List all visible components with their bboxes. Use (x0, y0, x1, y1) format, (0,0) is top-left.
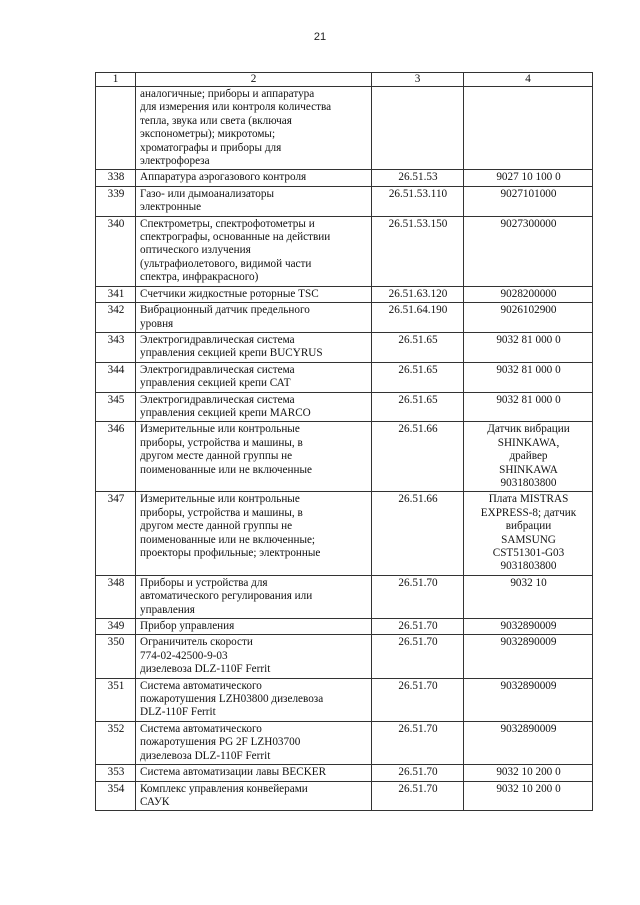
row-name-cell: Измерительные или контрольные приборы, устройства и машины, в другом месте данной группы не поименованные или не включенные (136, 422, 372, 492)
row-number-cell: 352 (96, 721, 136, 764)
table-row (96, 422, 593, 492)
row-tnved-code-cell: 9032 81 000 0 (464, 392, 593, 422)
row-okpd-code-cell: 26.51.53 (372, 170, 464, 186)
header-col-1: 1 (96, 73, 136, 87)
row-number-cell: 348 (96, 575, 136, 618)
row-tnved-code-cell: 9027101000 (464, 186, 593, 216)
row-number-cell: 350 (96, 635, 136, 678)
table-row (96, 765, 593, 781)
row-okpd-code-cell: 26.51.64.190 (372, 303, 464, 333)
row-tnved-code-cell: Датчик вибрации SHINKAWA, драйвер SHINKAWA 9031803800 (464, 422, 593, 492)
row-name-cell: аналогичные; приборы и аппаратура для измерения или контроля количества тепла, звука или света (включая экспонометры); микротомы; хроматографы и приборы для электрофореза (136, 87, 372, 170)
row-number-cell: 349 (96, 619, 136, 635)
row-tnved-code-cell: 9032890009 (464, 619, 593, 635)
row-tnved-code-cell: 9027 10 100 0 (464, 170, 593, 186)
row-name-cell: Система автоматического пожаротушения LZH03800 дизелевоза DLZ-110F Ferrit (136, 678, 372, 721)
row-tnved-code-cell: Плата MISTRAS EXPRESS-8; датчик вибрации SAMSUNG CST51301-G03 9031803800 (464, 492, 593, 575)
row-number-cell: 338 (96, 170, 136, 186)
row-name-cell: Электрогидравлическая система управления секцией крепи BUCYRUS (136, 332, 372, 362)
row-name-cell: Счетчики жидкостные роторные TSC (136, 286, 372, 302)
row-number-cell (96, 87, 136, 170)
row-number-cell: 341 (96, 286, 136, 302)
row-okpd-code-cell: 26.51.53.150 (372, 216, 464, 286)
row-name-cell: Электрогидравлическая система управления секцией крепи САТ (136, 362, 372, 392)
row-okpd-code-cell: 26.51.63.120 (372, 286, 464, 302)
header-col-2: 2 (136, 73, 372, 87)
row-tnved-code-cell: 9032 10 200 0 (464, 765, 593, 781)
header-col-4: 4 (464, 73, 593, 87)
row-okpd-code-cell: 26.51.70 (372, 721, 464, 764)
row-name-cell: Приборы и устройства для автоматического регулирования или управления (136, 575, 372, 618)
table-row (96, 781, 593, 811)
document-table (95, 72, 593, 811)
row-tnved-code-cell: 9032 81 000 0 (464, 332, 593, 362)
row-tnved-code-cell: 9032890009 (464, 678, 593, 721)
table-row (96, 216, 593, 286)
row-name-cell: Система автоматического пожаротушения PG 2F LZH03700 дизелевоза DLZ-110F Ferrit (136, 721, 372, 764)
row-number-cell: 353 (96, 765, 136, 781)
table-row (96, 575, 593, 618)
row-number-cell: 340 (96, 216, 136, 286)
row-okpd-code-cell: 26.51.70 (372, 678, 464, 721)
row-tnved-code-cell (464, 87, 593, 170)
table-row (96, 170, 593, 186)
header-col-3: 3 (372, 73, 464, 87)
table-row (96, 392, 593, 422)
row-okpd-code-cell: 26.51.70 (372, 575, 464, 618)
row-tnved-code-cell: 9026102900 (464, 303, 593, 333)
row-okpd-code-cell: 26.51.53.110 (372, 186, 464, 216)
table-row (96, 87, 593, 170)
row-okpd-code-cell: 26.51.70 (372, 635, 464, 678)
row-okpd-code-cell: 26.51.70 (372, 765, 464, 781)
table-row (96, 362, 593, 392)
row-okpd-code-cell: 26.51.65 (372, 392, 464, 422)
row-okpd-code-cell: 26.51.70 (372, 781, 464, 811)
page-number: 21 (313, 31, 327, 43)
row-okpd-code-cell: 26.51.65 (372, 332, 464, 362)
row-name-cell: Измерительные или контрольные приборы, устройства и машины, в другом месте данной группы не поименованные или не включенные; проекторы профильные; электронные (136, 492, 372, 575)
row-name-cell: Спектрометры, спектрофотометры и спектрографы, основанные на действии оптического излучения (ультрафиолетового, видимой части спектра, инфракрасного) (136, 216, 372, 286)
table-row (96, 186, 593, 216)
row-name-cell: Электрогидравлическая система управления секцией крепи MARCO (136, 392, 372, 422)
row-okpd-code-cell: 26.51.70 (372, 619, 464, 635)
row-tnved-code-cell: 9032890009 (464, 721, 593, 764)
row-name-cell: Газо- или дымоанализаторы электронные (136, 186, 372, 216)
table-row (96, 619, 593, 635)
table-row (96, 635, 593, 678)
row-number-cell: 354 (96, 781, 136, 811)
row-name-cell: Прибор управления (136, 619, 372, 635)
row-okpd-code-cell: 26.51.66 (372, 492, 464, 575)
row-tnved-code-cell: 9027300000 (464, 216, 593, 286)
row-tnved-code-cell: 9032 10 200 0 (464, 781, 593, 811)
table-row (96, 678, 593, 721)
table-row (96, 721, 593, 764)
row-number-cell: 346 (96, 422, 136, 492)
row-okpd-code-cell: 26.51.66 (372, 422, 464, 492)
row-number-cell: 347 (96, 492, 136, 575)
row-tnved-code-cell: 9032 10 (464, 575, 593, 618)
table-header-row (96, 73, 593, 87)
row-number-cell: 339 (96, 186, 136, 216)
row-number-cell: 342 (96, 303, 136, 333)
row-name-cell: Вибрационный датчик предельного уровня (136, 303, 372, 333)
table-row (96, 286, 593, 302)
row-name-cell: Аппаратура аэрогазового контроля (136, 170, 372, 186)
row-tnved-code-cell: 9028200000 (464, 286, 593, 302)
row-number-cell: 351 (96, 678, 136, 721)
table-row (96, 332, 593, 362)
table-row (96, 492, 593, 575)
row-number-cell: 344 (96, 362, 136, 392)
row-tnved-code-cell: 9032890009 (464, 635, 593, 678)
table-row (96, 303, 593, 333)
row-number-cell: 343 (96, 332, 136, 362)
row-okpd-code-cell (372, 87, 464, 170)
row-name-cell: Система автоматизации лавы BECKER (136, 765, 372, 781)
row-okpd-code-cell: 26.51.65 (372, 362, 464, 392)
row-name-cell: Комплекс управления конвейерами САУК (136, 781, 372, 811)
row-name-cell: Ограничитель скорости 774-02-42500-9-03 дизелевоза DLZ-110F Ferrit (136, 635, 372, 678)
row-number-cell: 345 (96, 392, 136, 422)
table-body (96, 87, 593, 811)
row-tnved-code-cell: 9032 81 000 0 (464, 362, 593, 392)
